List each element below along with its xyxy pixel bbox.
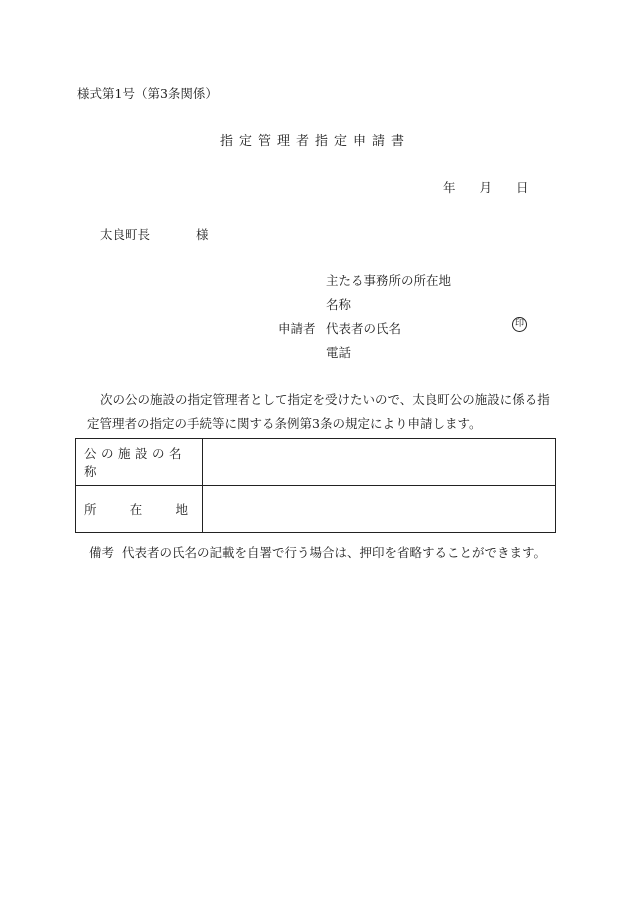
date-year: 年 (443, 180, 456, 195)
facility-table (75, 438, 556, 533)
facility-location-label-char: 在 (129, 502, 143, 517)
seal-mark: 印 (512, 317, 527, 332)
remarks-text: 代表者の氏名の記載を自署で行う場合は、押印を省略することができます。 (122, 545, 547, 560)
applicant-label: 申請者 (278, 321, 316, 336)
table-row (76, 439, 556, 486)
addressee-suffix: 様 (196, 227, 209, 242)
applicant-representative-label: 代表者の氏名 (326, 321, 402, 336)
application-statement-text: 次の公の施設の指定管理者として指定を受けたいので、太良町公の施設に係る指定管理者の指定の手続等に関する条例第3条の規定により申請します。 (87, 392, 550, 431)
table-row (76, 486, 556, 533)
facility-name-label: 公の施設の名称 (84, 446, 187, 479)
facility-name-label-cell (76, 439, 203, 486)
date-month: 月 (479, 180, 493, 195)
facility-location-label-char: 地 (175, 502, 188, 517)
facility-name-value[interactable] (203, 439, 556, 486)
facility-location-label (84, 500, 188, 518)
facility-location-label-cell (76, 486, 203, 533)
form-number: 様式第1号（第3条関係） (77, 86, 218, 101)
date-line (443, 178, 529, 196)
facility-location-value[interactable] (203, 486, 556, 533)
addressee (100, 225, 209, 243)
application-statement (87, 388, 557, 436)
remarks (89, 543, 546, 561)
applicant-phone-label: 電話 (326, 345, 352, 360)
facility-location-label-char: 所 (84, 502, 97, 517)
addressee-name: 太良町長 (100, 227, 151, 242)
document-title: 指定管理者指定申請書 (219, 134, 410, 149)
applicant-name-label: 名称 (326, 297, 352, 312)
date-day: 日 (516, 180, 529, 195)
applicant-office-address-label: 主たる事務所の所在地 (326, 273, 452, 288)
remarks-label: 備考 (89, 545, 115, 560)
